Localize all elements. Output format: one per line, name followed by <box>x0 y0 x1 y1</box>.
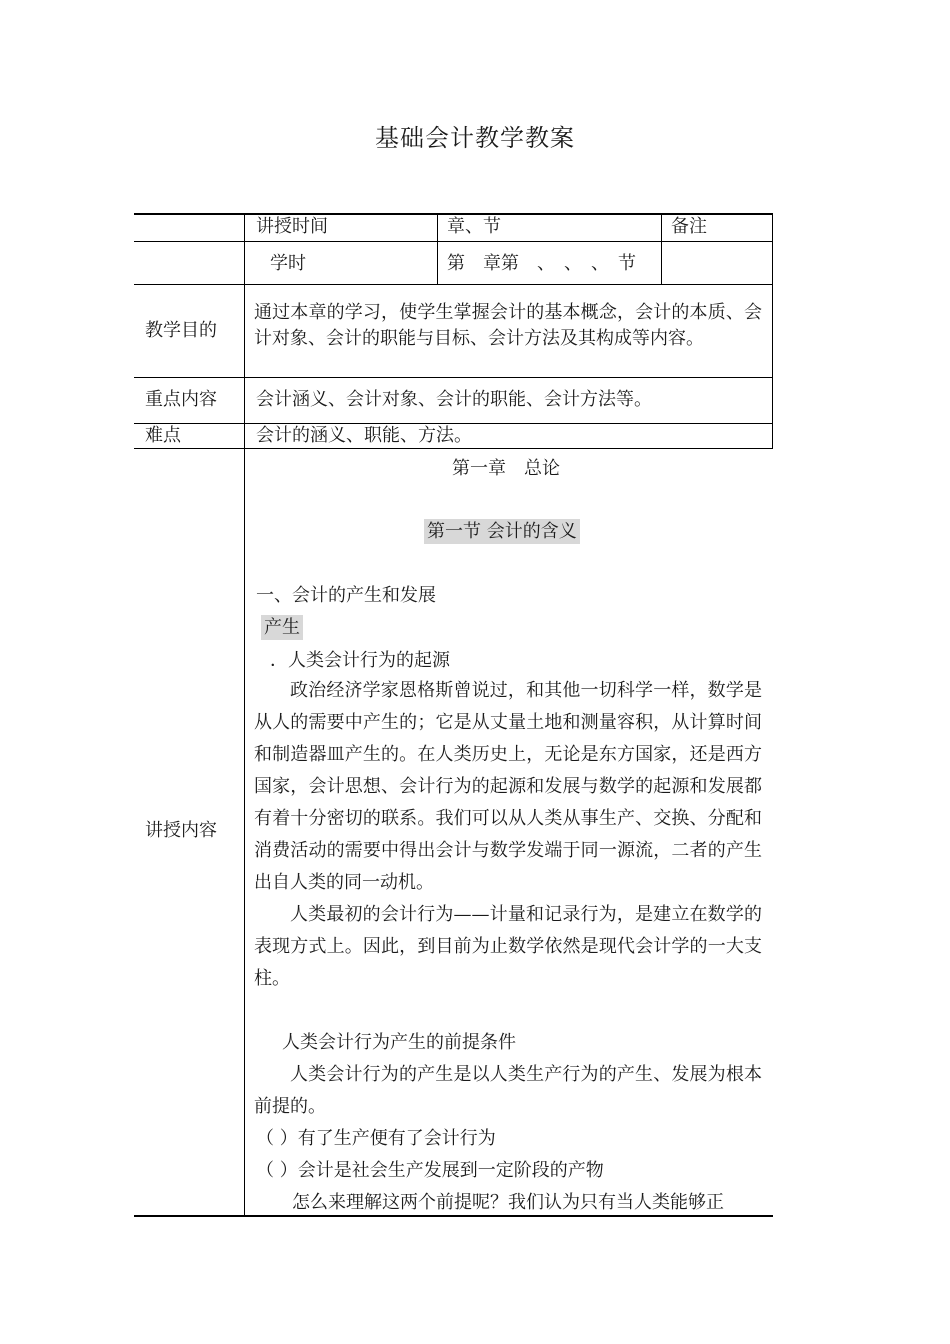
class-hours: 学时 <box>270 253 306 274</box>
table-col-line <box>661 213 662 285</box>
table-top-border <box>134 213 773 215</box>
table-row-line <box>134 423 773 424</box>
table-row-line <box>134 241 773 242</box>
table-row-line <box>134 284 773 285</box>
heading-produce <box>261 617 303 639</box>
table-bottom-border <box>134 1215 773 1217</box>
section-heading-text: 第一节 会计的含义 <box>424 519 580 544</box>
chapter-heading: 第一章 总论 <box>452 458 560 479</box>
lecture-content-label: 讲授内容 <box>145 820 217 841</box>
sub-heading-preconditions: 人类会计行为产生的前提条件 <box>282 1032 516 1053</box>
key-content-text: 会计涵义、会计对象、会计的职能、会计方法等。 <box>256 389 652 410</box>
table-col-line <box>437 213 438 285</box>
list-item-2: （ ）会计是社会生产发展到一定阶段的产物 <box>256 1160 604 1181</box>
header-note: 备注 <box>671 216 707 237</box>
document-title: 基础会计教学教案 <box>375 124 575 152</box>
heading-origin-development: 一、会计的产生和发展 <box>256 585 436 606</box>
table-row-line <box>134 377 773 378</box>
list-item-1: （ ）有了生产便有了会计行为 <box>256 1128 496 1149</box>
difficult-text: 会计的涵义、职能、方法。 <box>256 425 472 446</box>
table-row-line <box>134 448 773 449</box>
difficult-label: 难点 <box>145 425 181 446</box>
table-col-line <box>244 213 245 1216</box>
header-teaching-time: 讲授时间 <box>256 216 328 237</box>
key-content-label: 重点内容 <box>145 389 217 410</box>
paragraph-understanding: 怎么来理解这两个前提呢？我们认为只有当人类能够正 <box>292 1192 724 1213</box>
paragraph-origin: 政治经济学家恩格斯曾说过，和其他一切科学一样，数学是从人的需要中产生的；它是从丈量土地和测量容积，从计算时间和制造器皿产生的。在人类历史上，无论是东方国家，还是西方国家，会计思想、会计行为的起源和发展与数学的起源和发展都有着十分密切的联系。我们可以从人类从事生产、交换、分配和消费活动的需要中得出会计与数学发端于同一源流，二者的产生出自人类的同一动机。 <box>254 680 762 893</box>
sub-heading-origin: ．人类会计行为的起源 <box>270 650 450 671</box>
header-chapter-section: 章、节 <box>447 216 501 237</box>
paragraph-math: 人类最初的会计行为——计量和记录行为，是建立在数学的表现方式上。因此，到目前为止数学依然是现代会计学的一大支柱。 <box>254 904 762 989</box>
objective-label: 教学目的 <box>145 320 217 341</box>
objective-text: 通过本章的学习，使学生掌握会计的基本概念，会计的本质、会计对象、会计的职能与目标、会计方法及其构成等内容。 <box>254 302 762 349</box>
heading-produce-text: 产生 <box>261 615 303 640</box>
paragraph-preconditions: 人类会计行为的产生是以人类生产行为的产生、发展为根本前提的。 <box>254 1064 762 1117</box>
chapter-value: 第 章第 、 、 、 节 <box>447 253 636 274</box>
section-heading <box>424 521 580 543</box>
table-right-border <box>772 213 773 449</box>
